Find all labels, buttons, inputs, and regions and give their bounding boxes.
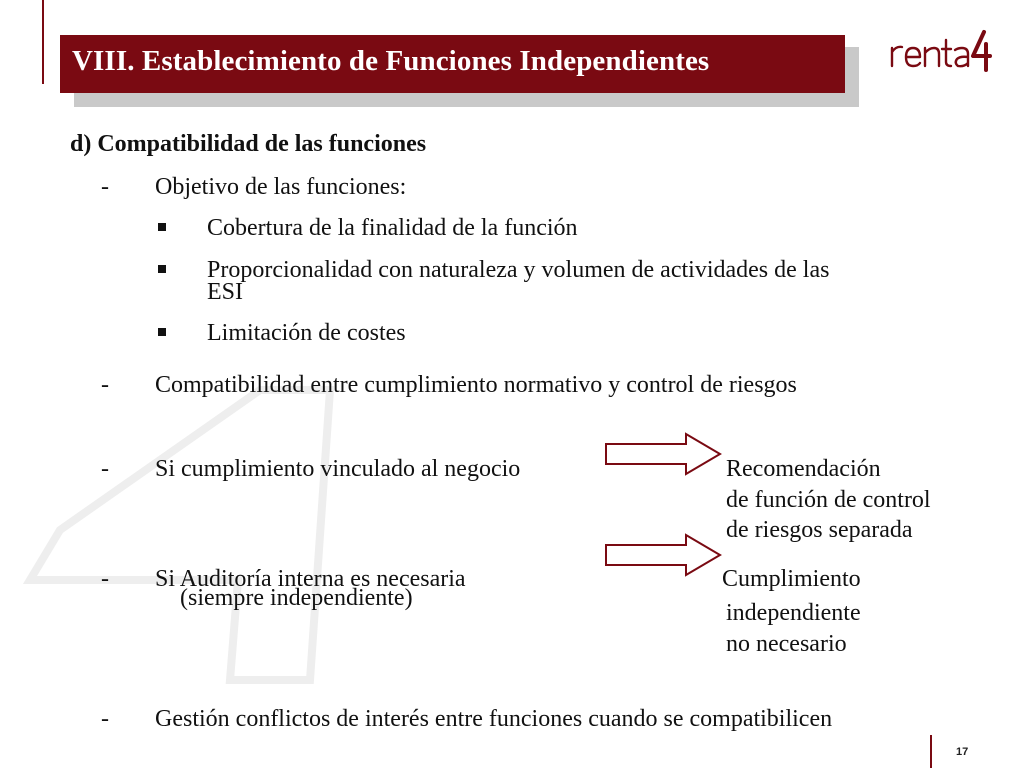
bullet-proporcionalidad: Proporcionalidad con naturaleza y volumen de actividades de las — [207, 257, 830, 283]
dash-3: - — [101, 456, 109, 482]
dash-4: - — [101, 566, 109, 592]
watermark-four — [0, 380, 420, 700]
dash-1: - — [101, 174, 109, 200]
dash-2: - — [101, 372, 109, 398]
renta4-logo — [888, 28, 998, 72]
result-recomendacion-2: de función de control — [726, 487, 931, 513]
footer-accent-line — [930, 735, 932, 768]
bullet-proporcionalidad-cont: ESI — [207, 279, 243, 305]
result-cumplimiento-1: Cumplimiento — [722, 566, 861, 592]
page-number: 17 — [956, 746, 969, 758]
result-recomendacion-1: Recomendación — [726, 456, 881, 482]
right-arrow-icon — [604, 432, 724, 476]
item-objetivo: Objetivo de las funciones: — [155, 174, 407, 200]
bullet-icon — [158, 328, 166, 336]
bullet-icon — [158, 265, 166, 273]
result-cumplimiento-2: independiente — [726, 600, 861, 626]
left-accent-line — [42, 0, 44, 84]
item-auditoria: Si Auditoría interna es necesaria — [155, 566, 466, 592]
result-recomendacion-3: de riesgos separada — [726, 517, 913, 543]
item-cumplimiento-negocio: Si cumplimiento vinculado al negocio — [155, 456, 521, 482]
item-compatibilidad: Compatibilidad entre cumplimiento normativo y control de riesgos — [155, 372, 797, 398]
section-heading: d) Compatibilidad de las funciones — [70, 131, 427, 157]
slide-title: VIII. Establecimiento de Funciones Independientes — [72, 45, 710, 77]
result-cumplimiento-3: no necesario — [726, 631, 847, 657]
bullet-icon — [158, 223, 166, 231]
right-arrow-icon — [604, 533, 724, 577]
item-conflictos: Gestión conflictos de interés entre funciones cuando se compatibilicen — [155, 706, 833, 732]
dash-5: - — [101, 706, 109, 732]
item-auditoria-sub: (siempre independiente) — [180, 585, 413, 611]
bullet-cobertura: Cobertura de la finalidad de la función — [207, 215, 578, 241]
bullet-costes: Limitación de costes — [207, 320, 406, 346]
